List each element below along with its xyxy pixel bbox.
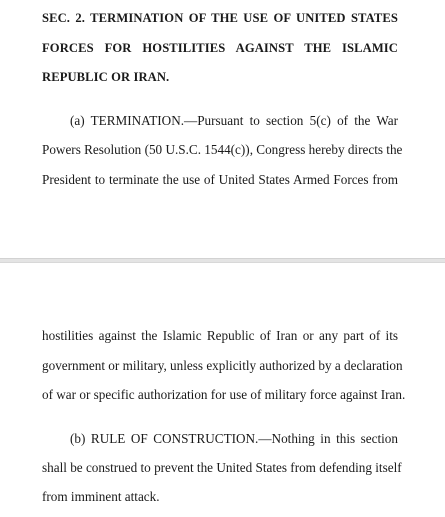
document-page-top — [0, 0, 445, 258]
subsection-a-line-6: of war or specific authorization for use of military force against Iran. — [42, 387, 406, 402]
subsection-a-line-4: hostilities against the Islamic Republic of Iran or any part of its — [42, 328, 398, 343]
subsection-b-line-3: from imminent attack. — [42, 489, 160, 504]
subsection-a-line-3: President to terminate the use of United States Armed Forces from — [42, 172, 398, 187]
subsection-a-line-1: (a) TERMINATION.—Pursuant to section 5(c) of the War — [70, 113, 398, 128]
section-heading-line-2: FORCES FOR HOSTILITIES AGAINST THE ISLAMIC — [42, 41, 398, 55]
subsection-a-line-2: Powers Resolution (50 U.S.C. 1544(c)), Congress hereby directs the — [42, 142, 403, 157]
subsection-a-line-5: government or military, unless explicitly authorized by a declaration — [42, 358, 403, 373]
section-heading-line-1: SEC. 2. TERMINATION OF THE USE OF UNITED STATES — [42, 11, 398, 25]
subsection-b-line-2: shall be construed to prevent the United States from defending itself — [42, 460, 402, 475]
section-heading-line-3: REPUBLIC OR IRAN. — [42, 70, 170, 84]
subsection-b-line-1: (b) RULE OF CONSTRUCTION.—Nothing in this section — [70, 431, 398, 446]
document-page-bottom — [0, 263, 445, 517]
